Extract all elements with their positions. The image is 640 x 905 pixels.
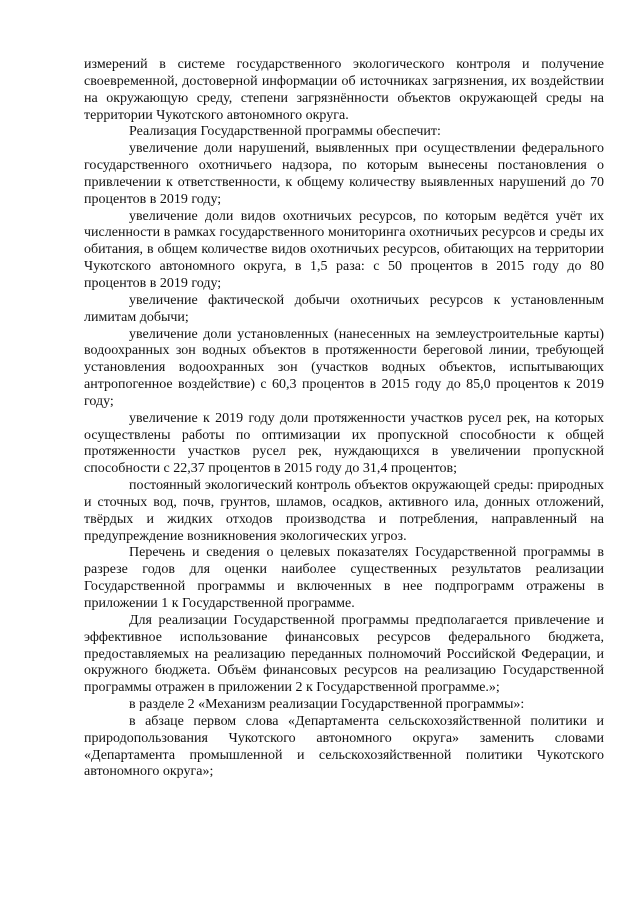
paragraph-ecological-control: постоянный экологический контроль объектов окружающей среды: природных и сточных вод, почв, грунтов, шламов, осадков, активного ила, донных отложений, твёрдых и жидких отходов производства и потребления, направленный на предупреждение возникновения экологических угроз.: [84, 478, 604, 544]
paragraph-section-2: в разделе 2 «Механизм реализации Государственной программы»:: [129, 697, 525, 713]
paragraph-river-channels: увеличение к 2019 году доли протяженности участков русел рек, на которых осуществлены работы по оптимизации их пропускной способности к общей протяженности участков русел рек, нуждающихся в увеличении пропускной способности с 22,37 процентов в 2015 году до 31,4 процентов;: [84, 410, 604, 477]
paragraph-water-zones: увеличение доли установленных (нанесенных на землеустроительные карты) водоохранных зон водных объектов в протяженности береговой линии, требующей установления водоохранных зон (участков водных объектов, испытывающих антропогенное воздействие) с 60,3 процентов в 2015 году до 85,0 процентов к 2019 году;: [84, 326, 604, 409]
paragraph-continuation: измерений в системе государственного экологического контроля и получение своевременной, достоверной информации об источниках загрязнения, их воздействии на окружающую среду, степени загрязнённости объектов окружающей среды на территории Чукотского автономного округа.: [84, 57, 604, 123]
paragraph-financial-resources: Для реализации Государственной программы предполагается привлечение и эффективное использование финансовых ресурсов федерального бюджета, предоставляемых на реализацию переданных полномочий Российской Федерации, и окружного бюджета. Объём финансовых ресурсов на реализацию Государственной программы отражен в приложении 2 к Государственной программе.»;: [84, 612, 604, 696]
paragraph-first-abstract: в абзаце первом слова «Департамента сельскохозяйственной политики и природопользования Чукотского автономного округа» заменить словами «Департамента промышленной и сельскохозяйственной политики Чукотского автономного округа»;: [84, 713, 604, 780]
paragraph-violations-share: увеличение доли нарушений, выявленных при осуществлении федерального государственного охотничьего надзора, по которым вынесены постановления о привлечении к ответственности, к общему количеству выявленных нарушений до 70 процентов в 2019 году;: [84, 141, 604, 207]
document-page: [84, 57, 604, 781]
paragraph-program-provides: Реализация Государственной программы обеспечит:: [129, 124, 441, 140]
paragraph-target-indicators: Перечень и сведения о целевых показателях Государственной программы в разрезе годов для оценки наиболее существенных результатов реализации Государственной программы и включенных в нее подпрограмм отражены в приложении 1 к Государственной программе.: [84, 545, 604, 611]
paragraph-hunting-species: увеличение доли видов охотничьих ресурсов, по которым ведётся учёт их численности в рамках государственного мониторинга охотничьих ресурсов и среды их обитания, в общем количестве видов охотничьих ресурсов, обитающих на территории Чукотского автономного округа, в 1,5 раза: с 50 процентов в 2015 году до 80 процентов в 2019 году;: [84, 208, 604, 291]
paragraph-hunting-limits: увеличение фактической добычи охотничьих ресурсов к установленным лимитам добычи;: [84, 292, 604, 325]
